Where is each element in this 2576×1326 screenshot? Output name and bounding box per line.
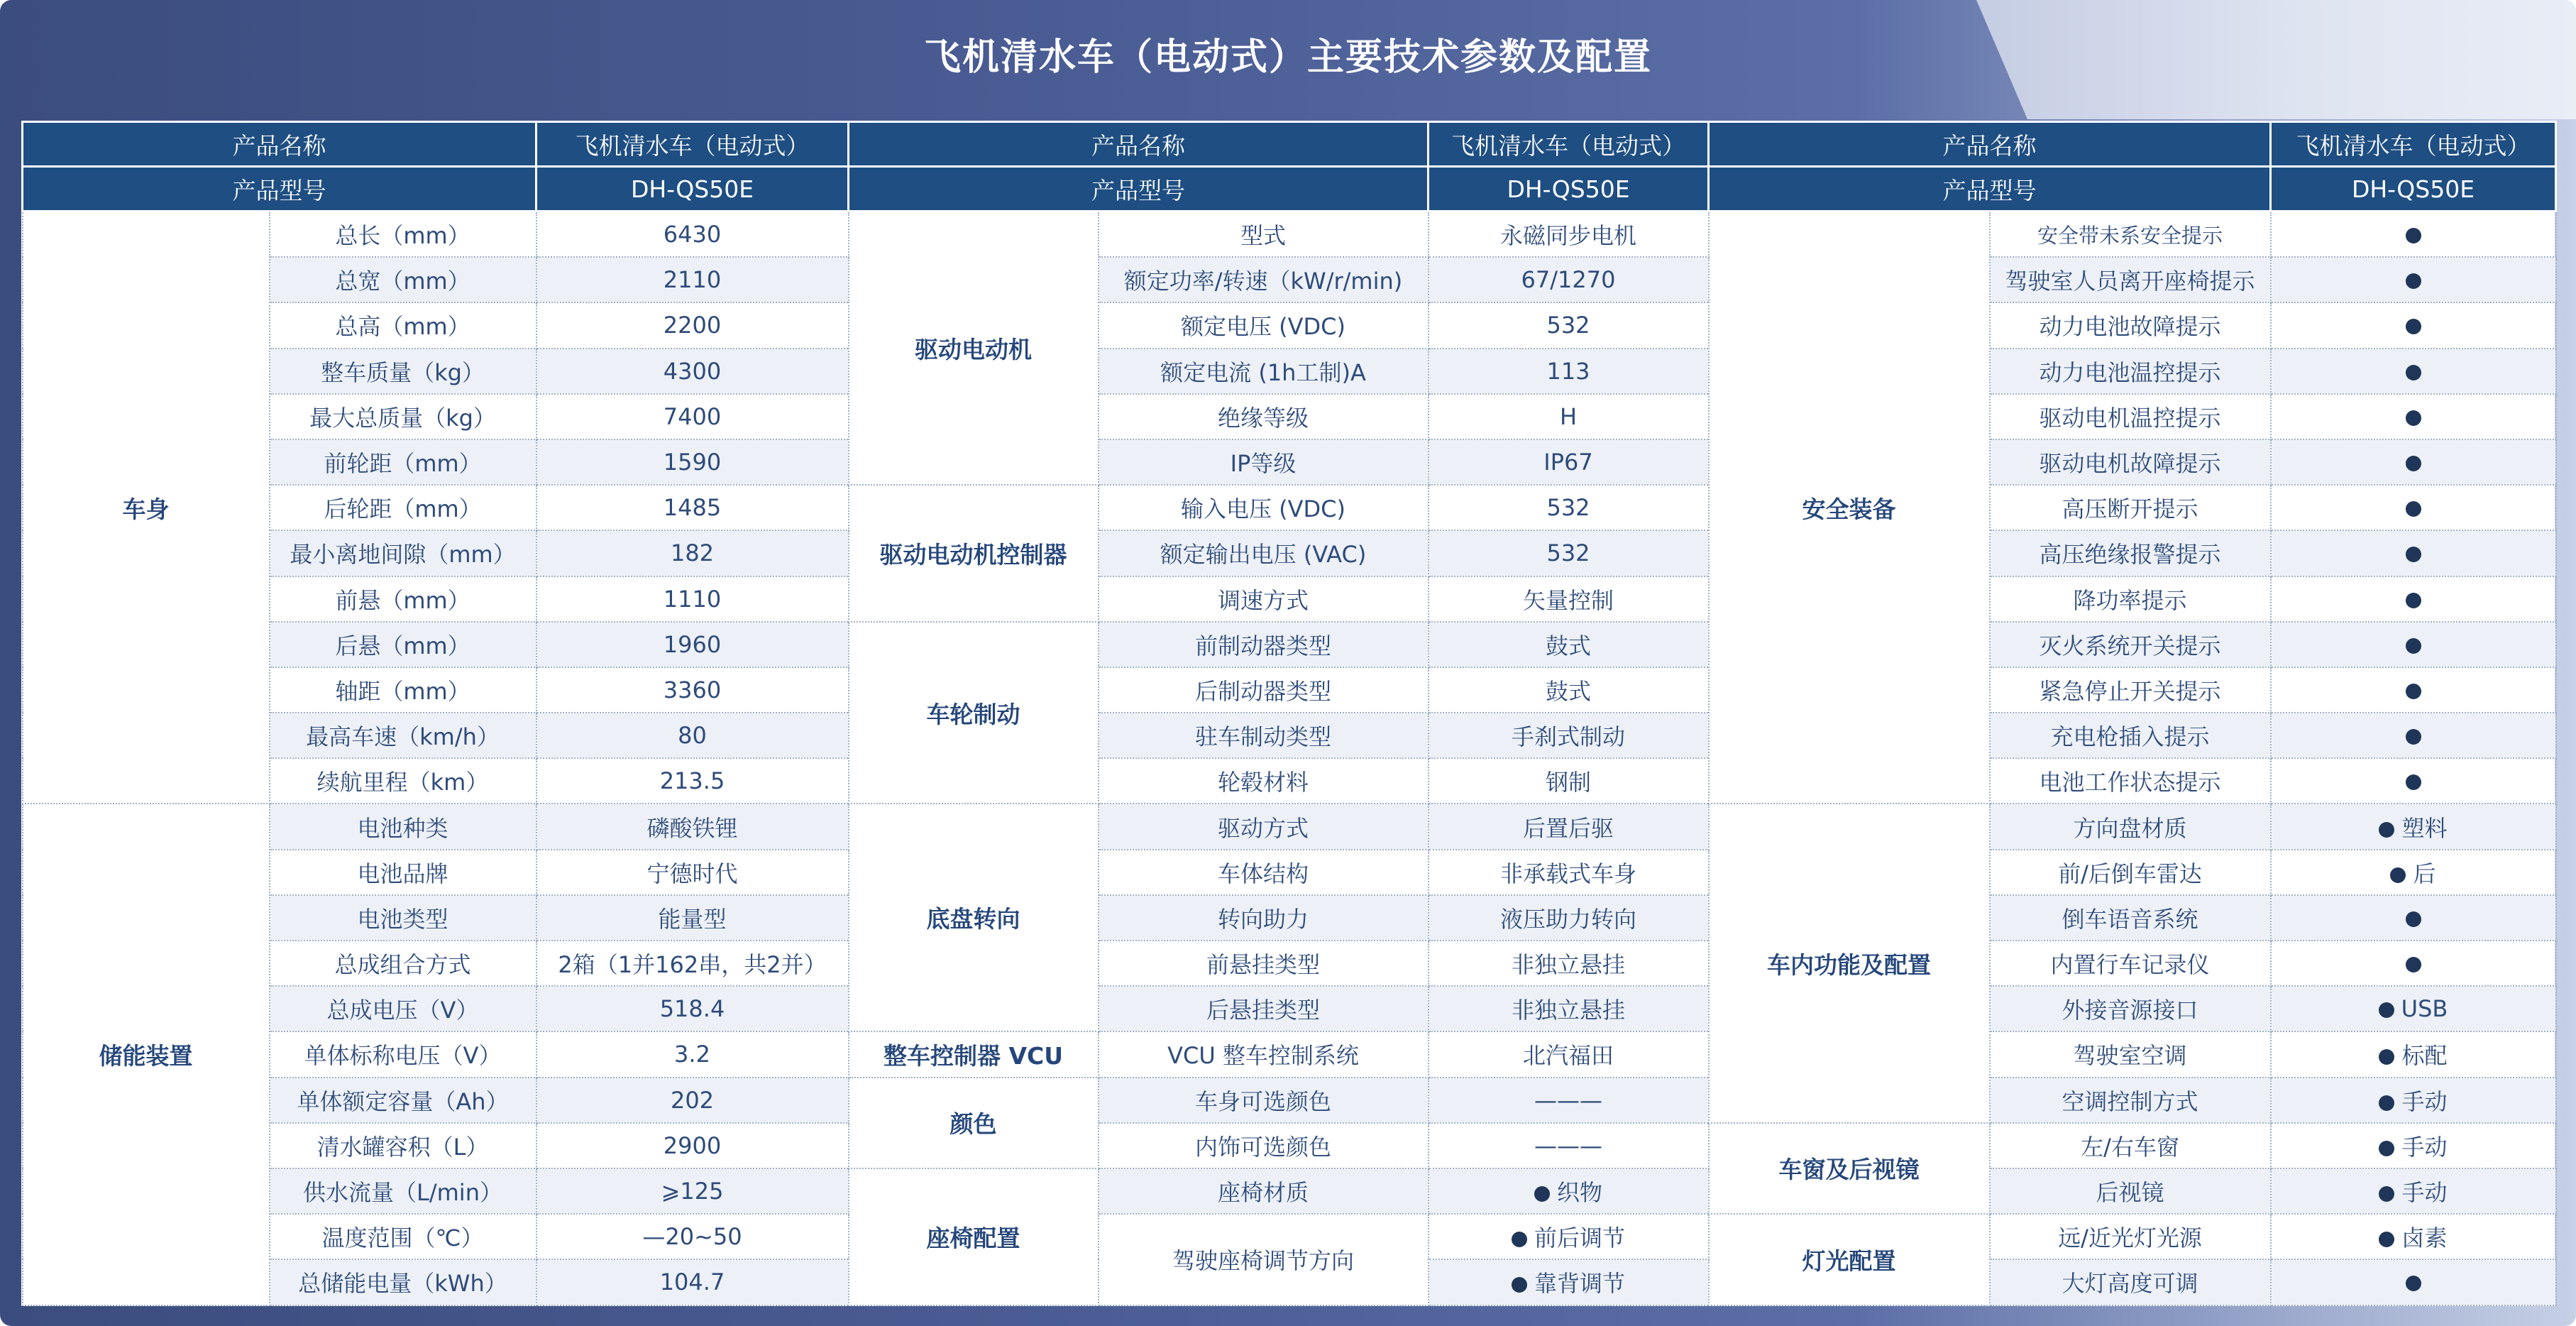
spec-value-text: 前后调节 (1534, 1224, 1625, 1252)
spec-label: 驱动电机温控提示 (1990, 394, 2271, 439)
spec-label: 高压绝缘报警提示 (1990, 530, 2271, 576)
header-name-label: 产品名称 (1709, 122, 2271, 167)
spec-value (2271, 1168, 2556, 1214)
spec-label: 内置行车记录仪 (1990, 941, 2271, 986)
table-row (23, 895, 2556, 941)
spec-value (2271, 530, 2556, 576)
spec-value: 213.5 (536, 758, 849, 804)
table-row (23, 758, 2556, 804)
spec-label: 总储能电量（kWh） (270, 1259, 536, 1305)
spec-label: 型式 (1099, 212, 1429, 258)
spec-label: 方向盘材质 (1990, 804, 2271, 849)
filled-dot-icon (2379, 822, 2394, 838)
spec-label: 调速方式 (1099, 576, 1429, 622)
spec-label: 转向助力 (1099, 895, 1429, 941)
spec-label: 座椅材质 (1099, 1168, 1429, 1214)
header-name-label: 产品名称 (23, 122, 536, 167)
filled-dot-icon (2390, 867, 2406, 883)
spec-label: 驾驶座椅调节方向 (1099, 1214, 1429, 1305)
filled-dot-icon (2406, 911, 2421, 927)
spec-label: 动力电池故障提示 (1990, 302, 2271, 348)
spec-label: 额定电压 (VDC) (1099, 302, 1429, 348)
spec-table (21, 121, 2557, 1306)
table-row (23, 1123, 2556, 1168)
spec-label: 总高（mm） (270, 302, 536, 348)
group-label: 车身 (23, 212, 270, 804)
spec-value: 80 (536, 713, 849, 758)
table-row (23, 439, 2556, 485)
table-row (23, 1078, 2556, 1123)
spec-label: 温度范围（℃） (270, 1214, 536, 1259)
spec-value (2271, 941, 2556, 986)
group-label: 安全装备 (1709, 212, 1990, 804)
spec-value: 1590 (536, 439, 849, 485)
filled-dot-icon (2406, 228, 2421, 243)
group-label: 车窗及后视镜 (1709, 1123, 1990, 1214)
spec-label: 降功率提示 (1990, 576, 2271, 622)
group-label: 底盘转向 (849, 804, 1099, 1031)
spec-label: 清水罐容积（L） (270, 1123, 536, 1168)
spec-value: 4300 (536, 349, 849, 394)
spec-sheet (21, 121, 2555, 1306)
spec-label: 供水流量（L/min） (270, 1168, 536, 1214)
header-row-name (23, 122, 2556, 167)
spec-value: 鼓式 (1429, 622, 1709, 667)
spec-value: 非独立悬挂 (1429, 941, 1709, 986)
header-model: DH-QS50E (2271, 167, 2556, 212)
filled-dot-icon (2379, 1002, 2394, 1018)
spec-value: 后置后驱 (1429, 804, 1709, 849)
spec-label: 电池品牌 (270, 850, 536, 895)
group-label: 驱动电动机控制器 (849, 485, 1099, 622)
table-row (23, 1031, 2556, 1077)
spec-value: 532 (1429, 302, 1709, 348)
header-name-label: 产品名称 (849, 122, 1429, 167)
spec-label: 充电枪插入提示 (1990, 713, 2271, 758)
table-row (23, 394, 2556, 439)
group-label: 灯光配置 (1709, 1214, 1990, 1305)
spec-label: 额定输出电压 (VAC) (1099, 530, 1429, 576)
table-row (23, 713, 2556, 758)
spec-label: 总宽（mm） (270, 257, 536, 302)
spec-value: 202 (536, 1078, 849, 1123)
spec-label: 后悬挂类型 (1099, 986, 1429, 1031)
spec-value: 北汽福田 (1429, 1031, 1709, 1077)
spec-value (2271, 758, 2556, 804)
spec-label: 驻车制动类型 (1099, 713, 1429, 758)
spec-label: 灭火系统开关提示 (1990, 622, 2271, 667)
spec-value (2271, 1123, 2556, 1168)
filled-dot-icon (2406, 593, 2421, 608)
spec-label: 续航里程（km） (270, 758, 536, 804)
table-row (23, 1168, 2556, 1214)
spec-label: 驱动方式 (1099, 804, 1429, 849)
header-model: DH-QS50E (536, 167, 849, 212)
spec-label: 驾驶室人员离开座椅提示 (1990, 257, 2271, 302)
spec-label: 最大总质量（kg） (270, 394, 536, 439)
spec-value: 非承载式车身 (1429, 850, 1709, 895)
spec-value: 非独立悬挂 (1429, 986, 1709, 1031)
filled-dot-icon (2379, 1232, 2394, 1247)
spec-label: 后制动器类型 (1099, 667, 1429, 713)
spec-value: H (1429, 394, 1709, 439)
spec-value (2271, 349, 2556, 394)
page-title: 飞机清水车（电动式）主要技术参数及配置 (923, 35, 1652, 79)
table-row (23, 212, 2556, 258)
group-label: 车内功能及配置 (1709, 804, 1990, 1122)
spec-value (2271, 667, 2556, 713)
spec-label: 左/右车窗 (1990, 1123, 2271, 1168)
spec-label: 车体结构 (1099, 850, 1429, 895)
spec-value (2271, 1078, 2556, 1123)
filled-dot-icon (1534, 1186, 1550, 1202)
spec-value: 矢量控制 (1429, 576, 1709, 622)
spec-value: IP67 (1429, 439, 1709, 485)
header-model: DH-QS50E (1429, 167, 1709, 212)
spec-label: 车身可选颜色 (1099, 1078, 1429, 1123)
spec-value (1429, 1259, 1709, 1305)
spec-label: 前悬（mm） (270, 576, 536, 622)
group-label: 驱动电动机 (849, 212, 1099, 486)
filled-dot-icon (1512, 1232, 1527, 1247)
spec-value-text: 卤素 (2401, 1224, 2448, 1252)
spec-label: 远/近光灯光源 (1990, 1214, 2271, 1259)
spec-value: —20~50 (536, 1214, 849, 1259)
header-model-label: 产品型号 (1709, 167, 2271, 212)
spec-value-text: 塑料 (2401, 814, 2448, 842)
spec-label: 紧急停止开关提示 (1990, 667, 2271, 713)
spec-value: 1960 (536, 622, 849, 667)
spec-value (2271, 713, 2556, 758)
spec-value: 518.4 (536, 986, 849, 1031)
spec-value (2271, 485, 2556, 530)
filled-dot-icon (2406, 684, 2421, 699)
spec-label: 单体额定容量（Ah） (270, 1078, 536, 1123)
spec-value: 7400 (536, 394, 849, 439)
table-row (23, 804, 2556, 849)
spec-value: 113 (1429, 349, 1709, 394)
spec-label: VCU 整车控制系统 (1099, 1031, 1429, 1077)
filled-dot-icon (2406, 456, 2421, 471)
filled-dot-icon (2406, 729, 2421, 745)
spec-value: ——— (1429, 1123, 1709, 1168)
table-row (23, 850, 2556, 895)
filled-dot-icon (2406, 774, 2421, 790)
spec-value: 手刹式制动 (1429, 713, 1709, 758)
spec-value: 532 (1429, 530, 1709, 576)
group-label: 座椅配置 (849, 1168, 1099, 1305)
filled-dot-icon (2379, 1141, 2394, 1156)
spec-label: 驾驶室空调 (1990, 1031, 2271, 1077)
spec-value-text: 织物 (1556, 1179, 1602, 1207)
spec-value (2271, 257, 2556, 302)
filled-dot-icon (1512, 1277, 1527, 1293)
spec-label: 单体标称电压（V） (270, 1031, 536, 1077)
spec-label: 内饰可选颜色 (1099, 1123, 1429, 1168)
spec-value (2271, 804, 2556, 849)
spec-label: 前悬挂类型 (1099, 941, 1429, 986)
spec-value-text: 手动 (2401, 1179, 2448, 1207)
spec-label: 空调控制方式 (1990, 1078, 2271, 1123)
spec-label: 最小离地间隙（mm） (270, 530, 536, 576)
table-row (23, 576, 2556, 622)
spec-value: 1485 (536, 485, 849, 530)
filled-dot-icon (2406, 410, 2421, 426)
spec-label: 电池工作状态提示 (1990, 758, 2271, 804)
spec-value (1429, 1168, 1709, 1214)
spec-value (2271, 986, 2556, 1031)
filled-dot-icon (2406, 547, 2421, 562)
spec-value (2271, 394, 2556, 439)
spec-value: 6430 (536, 212, 849, 258)
filled-dot-icon (2406, 501, 2421, 517)
spec-label: 整车质量（kg） (270, 349, 536, 394)
filled-dot-icon (2406, 957, 2421, 972)
spec-value: 3.2 (536, 1031, 849, 1077)
spec-value: 1110 (536, 576, 849, 622)
spec-value: 182 (536, 530, 849, 576)
spec-value: 磷酸铁锂 (536, 804, 849, 849)
header-row-model (23, 167, 2556, 212)
spec-label: 前制动器类型 (1099, 622, 1429, 667)
spec-label: 额定功率/转速（kW/r/min) (1099, 257, 1429, 302)
spec-label: 后视镜 (1990, 1168, 2271, 1214)
spec-value: 3360 (536, 667, 849, 713)
filled-dot-icon (2379, 1095, 2394, 1111)
spec-value: 2200 (536, 302, 849, 348)
table-row (23, 302, 2556, 348)
table-row (23, 257, 2556, 302)
filled-dot-icon (2379, 1186, 2394, 1202)
table-row (23, 941, 2556, 986)
spec-value: ⩾125 (536, 1168, 849, 1214)
group-label: 车轮制动 (849, 622, 1099, 804)
spec-label: 输入电压 (VDC) (1099, 485, 1429, 530)
spec-value: 宁德时代 (536, 850, 849, 895)
group-label: 整车控制器 VCU (849, 1031, 1099, 1077)
table-row (23, 530, 2556, 576)
spec-label: 倒车语音系统 (1990, 895, 2271, 941)
filled-dot-icon (2406, 319, 2421, 334)
spec-value: 能量型 (536, 895, 849, 941)
spec-value (2271, 302, 2556, 348)
spec-value (2271, 622, 2556, 667)
spec-value (2271, 1214, 2556, 1259)
spec-value (2271, 576, 2556, 622)
header-model-label: 产品型号 (23, 167, 536, 212)
spec-value: 鼓式 (1429, 667, 1709, 713)
spec-value (2271, 895, 2556, 941)
spec-value (2271, 1031, 2556, 1077)
table-row (23, 667, 2556, 713)
header-product: 飞机清水车（电动式） (1429, 122, 1709, 167)
header-model-label: 产品型号 (849, 167, 1429, 212)
spec-value (2271, 850, 2556, 895)
spec-label: 外接音源接口 (1990, 986, 2271, 1031)
spec-label: 前轮距（mm） (270, 439, 536, 485)
spec-label: 后轮距（mm） (270, 485, 536, 530)
spec-value: 67/1270 (1429, 257, 1709, 302)
spec-label: 驱动电机故障提示 (1990, 439, 2271, 485)
spec-label: 动力电池温控提示 (1990, 349, 2271, 394)
spec-value-text: 手动 (2401, 1087, 2448, 1115)
spec-label: 总成组合方式 (270, 941, 536, 986)
spec-value-text: 手动 (2401, 1133, 2448, 1161)
spec-value (2271, 439, 2556, 485)
group-label: 颜色 (849, 1078, 1099, 1168)
spec-value: 液压助力转向 (1429, 895, 1709, 941)
table-row (23, 1214, 2556, 1259)
filled-dot-icon (2406, 273, 2421, 289)
spec-label: 大灯高度可调 (1990, 1259, 2271, 1305)
spec-label: 绝缘等级 (1099, 394, 1429, 439)
spec-value: ——— (1429, 1078, 1709, 1123)
filled-dot-icon (2406, 365, 2421, 380)
spec-value: 2箱（1并162串，共2并） (536, 941, 849, 986)
spec-value (1429, 1214, 1709, 1259)
spec-label: 轴距（mm） (270, 667, 536, 713)
spec-label: 总长（mm） (270, 212, 536, 258)
spec-value: 钢制 (1429, 758, 1709, 804)
filled-dot-icon (2406, 1276, 2421, 1291)
filled-dot-icon (2379, 1049, 2394, 1065)
table-row (23, 986, 2556, 1031)
spec-value (2271, 212, 2556, 258)
spec-label: 高压断开提示 (1990, 485, 2271, 530)
header-product: 飞机清水车（电动式） (2271, 122, 2556, 167)
spec-label: 轮毂材料 (1099, 758, 1429, 804)
spec-label: IP等级 (1099, 439, 1429, 485)
spec-value: 永磁同步电机 (1429, 212, 1709, 258)
spec-value-text: 标配 (2401, 1042, 2448, 1070)
spec-label: 后悬（mm） (270, 622, 536, 667)
spec-label: 前/后倒车雷达 (1990, 850, 2271, 895)
spec-value: 104.7 (536, 1259, 849, 1305)
spec-label: 电池类型 (270, 895, 536, 941)
group-label: 储能装置 (23, 804, 270, 1305)
spec-value-text: 后 (2413, 860, 2436, 887)
table-row (23, 485, 2556, 530)
spec-label: 额定电流 (1h工制)A (1099, 349, 1429, 394)
header-product: 飞机清水车（电动式） (536, 122, 849, 167)
spec-value-text: USB (2401, 995, 2448, 1023)
filled-dot-icon (2406, 638, 2421, 654)
spec-value: 532 (1429, 485, 1709, 530)
spec-label: 总成电压（V） (270, 986, 536, 1031)
spec-value-text: 靠背调节 (1534, 1270, 1625, 1298)
spec-value: 2110 (536, 257, 849, 302)
table-row (23, 349, 2556, 394)
spec-label: 电池种类 (270, 804, 536, 849)
spec-label: 最高车速（km/h） (270, 713, 536, 758)
table-row (23, 622, 2556, 667)
spec-label: 安全带未系安全提示 (1990, 212, 2271, 258)
spec-value: 2900 (536, 1123, 849, 1168)
spec-value (2271, 1259, 2556, 1305)
